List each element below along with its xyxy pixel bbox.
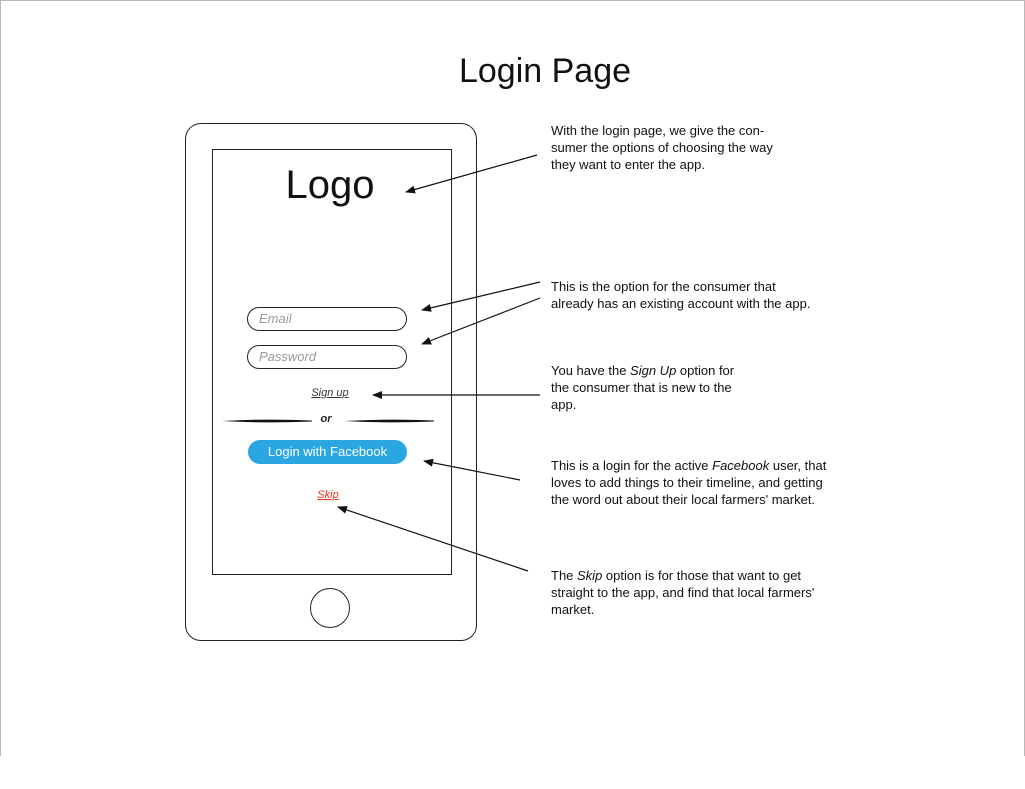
page-title: Login Page	[458, 52, 632, 90]
password-placeholder: Password	[259, 349, 317, 364]
annotation-existing-account: This is the option for the consumer that already has an existing account with the app.	[551, 279, 811, 311]
arrow-to-email	[422, 282, 540, 310]
signup-link[interactable]: Sign up	[311, 387, 349, 399]
annotation-login-page: With the login page, we give the con- sumer the options of choosing the way they want to enter the app.	[551, 123, 773, 172]
arrow-to-facebook	[424, 461, 520, 480]
email-placeholder: Email	[259, 311, 292, 326]
arrow-to-skip	[338, 507, 528, 571]
or-label: or	[320, 413, 332, 425]
skip-link[interactable]: Skip	[317, 489, 339, 501]
app-logo: Logo	[285, 163, 375, 207]
annotation-skip: The Skip option is for those that want to get straight to the app, and find that local farmers' market.	[551, 568, 815, 617]
annotation-signup: You have the Sign Up option for the consumer that is new to the app.	[551, 363, 735, 412]
annotation-facebook: This is a login for the active Facebook user, that loves to add things to their timeline, and getting the word out about their local farmers' market.	[551, 458, 827, 507]
login-with-facebook-button[interactable]: Login with Facebook	[248, 440, 407, 464]
arrow-to-logo	[406, 155, 537, 192]
arrow-to-password	[422, 298, 540, 344]
